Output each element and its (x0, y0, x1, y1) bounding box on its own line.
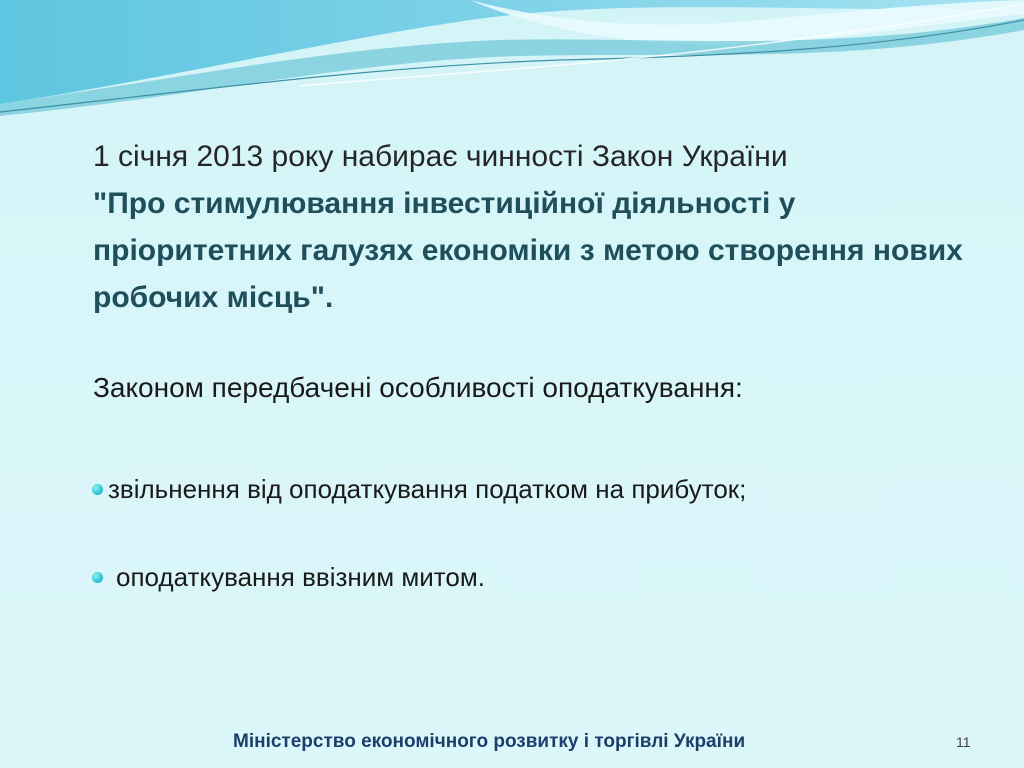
main-paragraph (93, 133, 973, 321)
bullet-item (92, 562, 485, 593)
bullet-dot-icon (92, 572, 103, 583)
law-title: "Про стимулювання інвестиційної діяльності у пріоритетних галузях економіки з метою створення нових робочих місць". (93, 187, 963, 314)
intro-text: 1 січня 2013 року набирає чинності Закон України (93, 140, 788, 173)
bullet-item (92, 474, 746, 505)
bullet-text: оподаткування ввізним митом. (116, 562, 485, 592)
page-number: 11 (956, 734, 971, 750)
header-wave-decoration (0, 0, 1024, 130)
bullet-text: звільнення від оподаткування податком на прибуток; (108, 474, 747, 504)
bullet-dot-icon (92, 484, 103, 495)
features-heading: Законом передбачені особливості оподаткування: (93, 372, 743, 403)
footer-organization: Міністерство економічного розвитку і торгівлі України (233, 731, 746, 752)
